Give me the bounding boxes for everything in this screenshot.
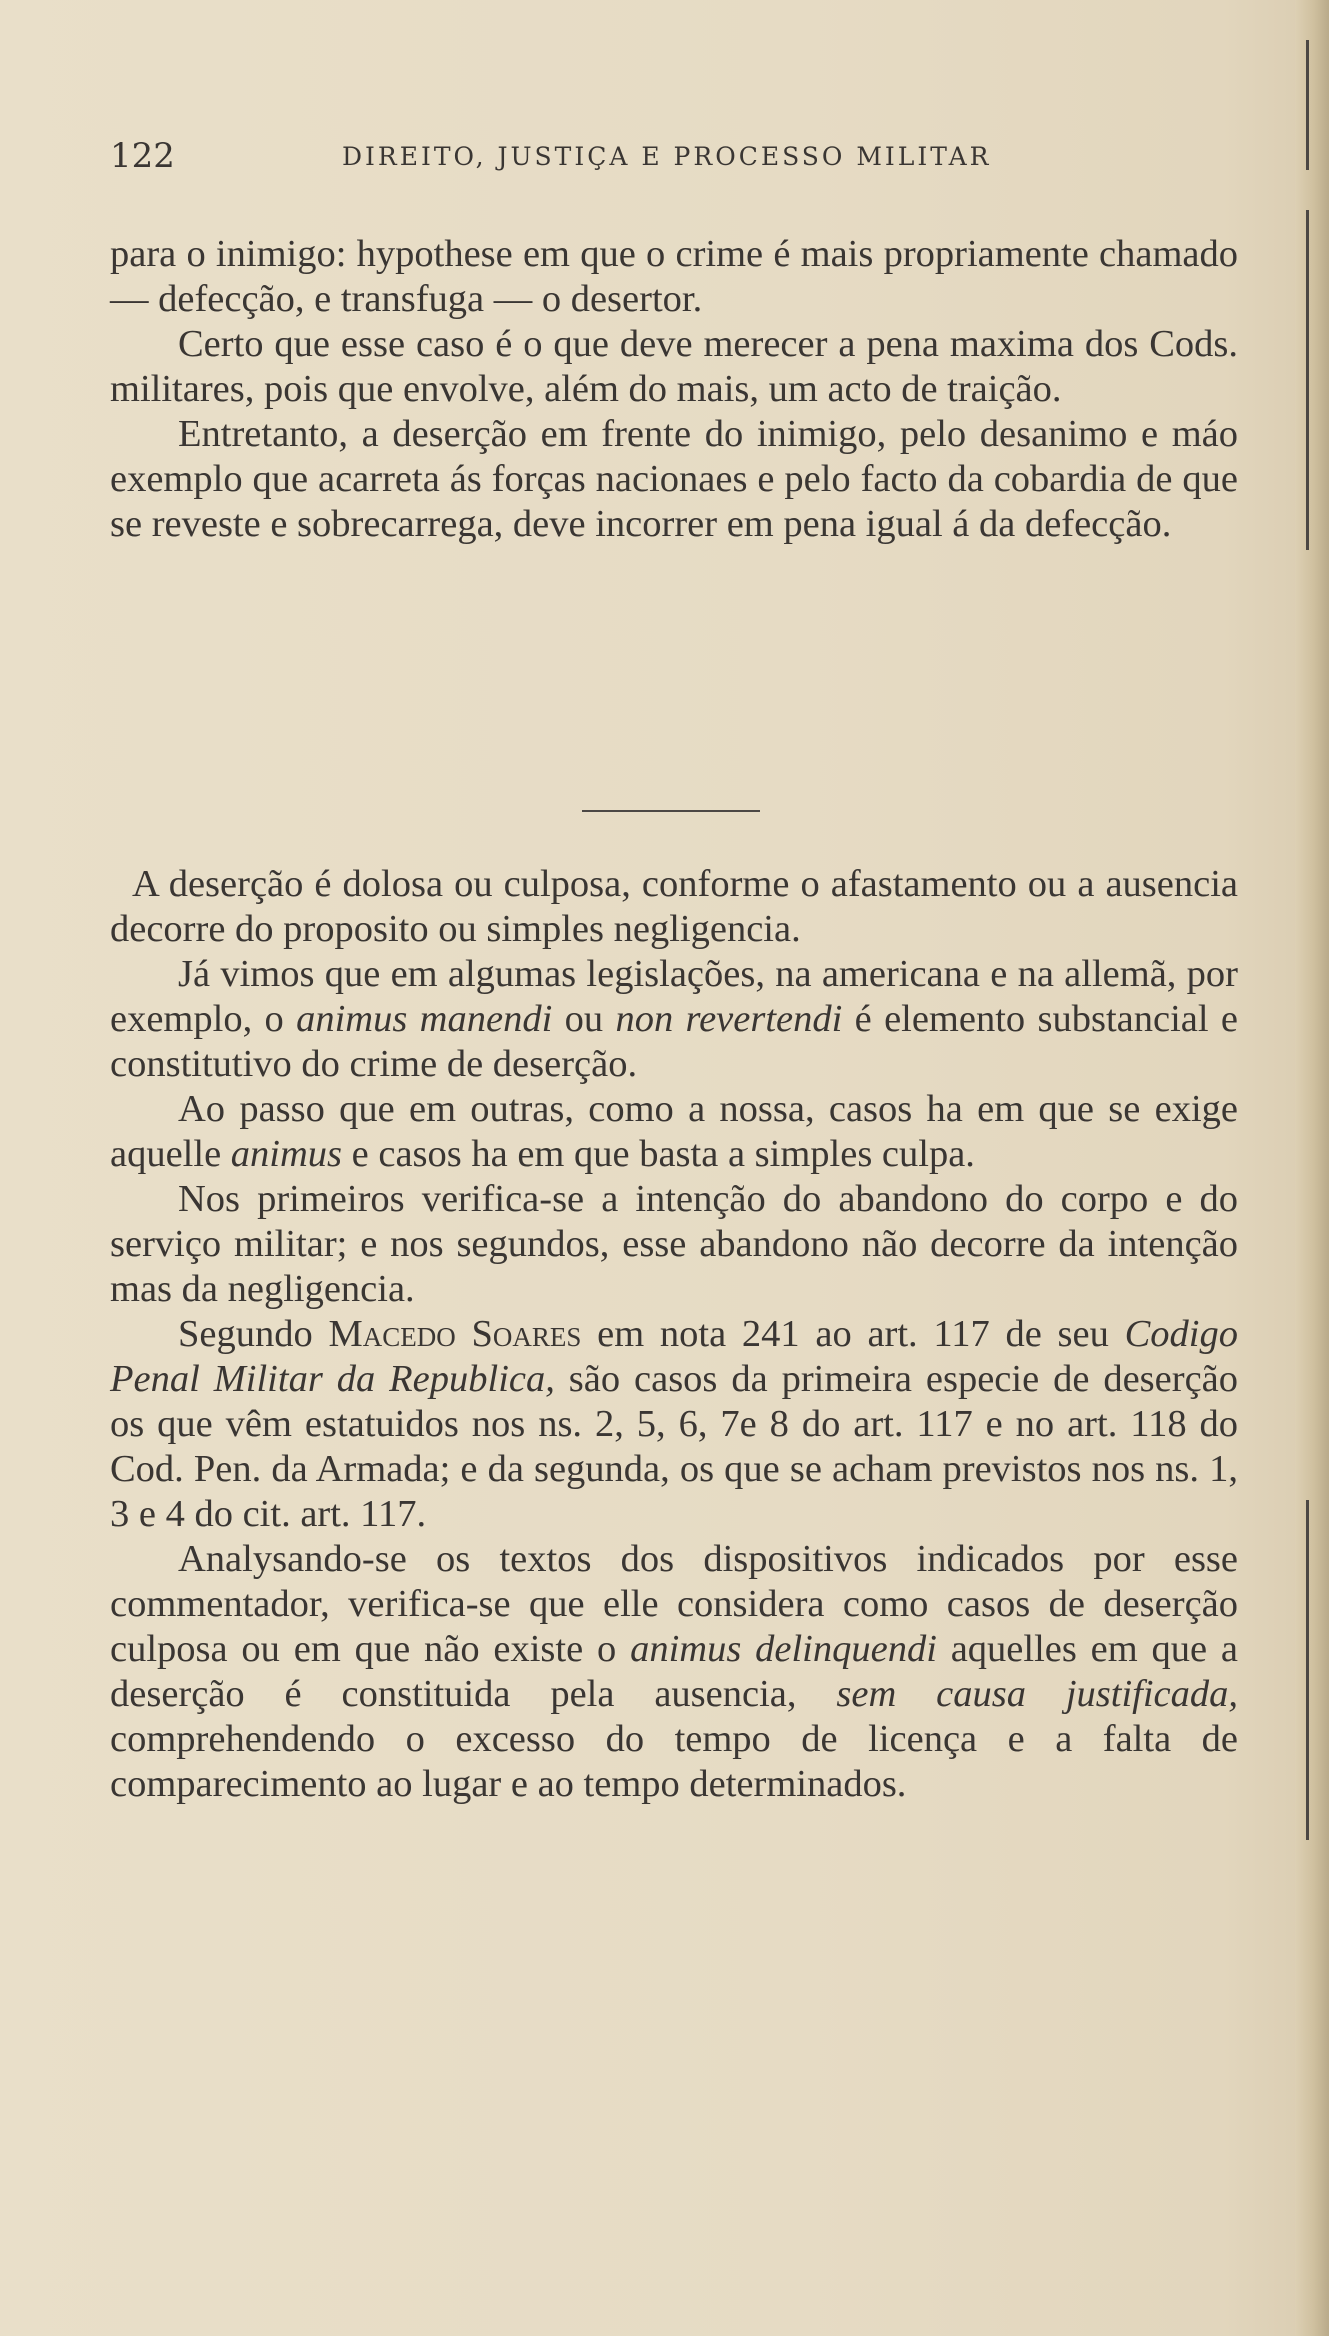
- paragraph: [110, 1312, 1238, 1537]
- paragraph: Nos primeiros verifica-se a intenção do abandono do corpo e do serviço militar; e nos segundos, esse abandono não decorre da intenção mas da negligencia.: [110, 1178, 1238, 1310]
- page-number: 122: [110, 136, 175, 176]
- paragraph: Certo que esse caso é o que deve merecer a pena maxima dos Cods. militares, pois que envolve, além do mais, um acto de traição.: [110, 323, 1238, 410]
- emphasis: sem causa justificada,: [836, 1673, 1239, 1715]
- edge-line-top: [1306, 40, 1309, 170]
- text-span: Segundo: [178, 1313, 329, 1355]
- latin-term: animus: [230, 1133, 343, 1175]
- latin-term: non revertendi: [615, 998, 843, 1040]
- text-block-bottom: [110, 862, 1238, 1807]
- paragraph: [110, 1087, 1238, 1177]
- edge-line-bottom: [1306, 1500, 1309, 1840]
- book-title: Codigo Penal Militar da Republica,: [110, 1313, 1238, 1400]
- paragraph: [110, 952, 1238, 1087]
- text-span: comprehendendo o excesso do tempo de licença e a falta de comparecimento ao lugar e ao tempo determinados.: [110, 1718, 1238, 1805]
- text-span: Ao passo que em outras, como a nossa, casos ha em que se exige aquelle: [110, 1088, 1238, 1175]
- text-span: é elemento substancial e constitutivo do crime de deserção.: [110, 998, 1238, 1085]
- latin-term: animus manendi: [296, 998, 553, 1040]
- text-span: Já vimos que em algumas legislações, na americana e na allemã, por exemplo, o: [110, 953, 1238, 1040]
- text-span: ou: [552, 998, 616, 1040]
- text-span: são casos da primeira especie de deserção os que vêm estatuidos nos ns. 2, 5, 6, 7e 8 do art. 117 e no art. 118 do Cod. Pen. da Armada; e da segunda, os que se acham previstos nos ns. 1, 3 e 4 do cit. art. 117.: [110, 1358, 1239, 1535]
- text-span: em nota 241 ao art. 117 de seu: [581, 1313, 1125, 1355]
- author-name: Macedo Soares: [328, 1313, 582, 1355]
- text-block-top: [110, 232, 1238, 547]
- section-separator: [582, 810, 760, 812]
- edge-line-middle: [1306, 210, 1309, 550]
- page-edge: [1295, 0, 1329, 2336]
- paragraph: Entretanto, a deserção em frente do inimigo, pelo desanimo e máo exemplo que acarreta ás forças nacionaes e pelo facto da cobardia de que se reveste e sobrecarrega, deve incorrer em pena igual á da defecção.: [110, 413, 1238, 545]
- latin-term: animus delinquendi: [630, 1628, 937, 1670]
- running-title: DIREITO, JUSTIÇA E PROCESSO MILITAR: [342, 142, 992, 171]
- text-span: aquelles em que a deserção é constituida pela ausencia,: [110, 1628, 1238, 1715]
- paragraph: A deserção é dolosa ou culposa, conforme o afastamento ou a ausencia decorre do proposito ou simples negligencia.: [110, 863, 1238, 950]
- text-span: Analysando-se os textos dos dispositivos indicados por esse commentador, verifica-se que elle considera como casos de deserção culposa ou em que não existe o: [110, 1538, 1238, 1670]
- paragraph: [110, 1537, 1238, 1807]
- paragraph-continuation: para o inimigo: hypothese em que o crime é mais propriamente chamado — defecção, e transfuga — o desertor.: [110, 233, 1238, 320]
- text-span: e casos ha em que basta a simples culpa.: [342, 1133, 975, 1175]
